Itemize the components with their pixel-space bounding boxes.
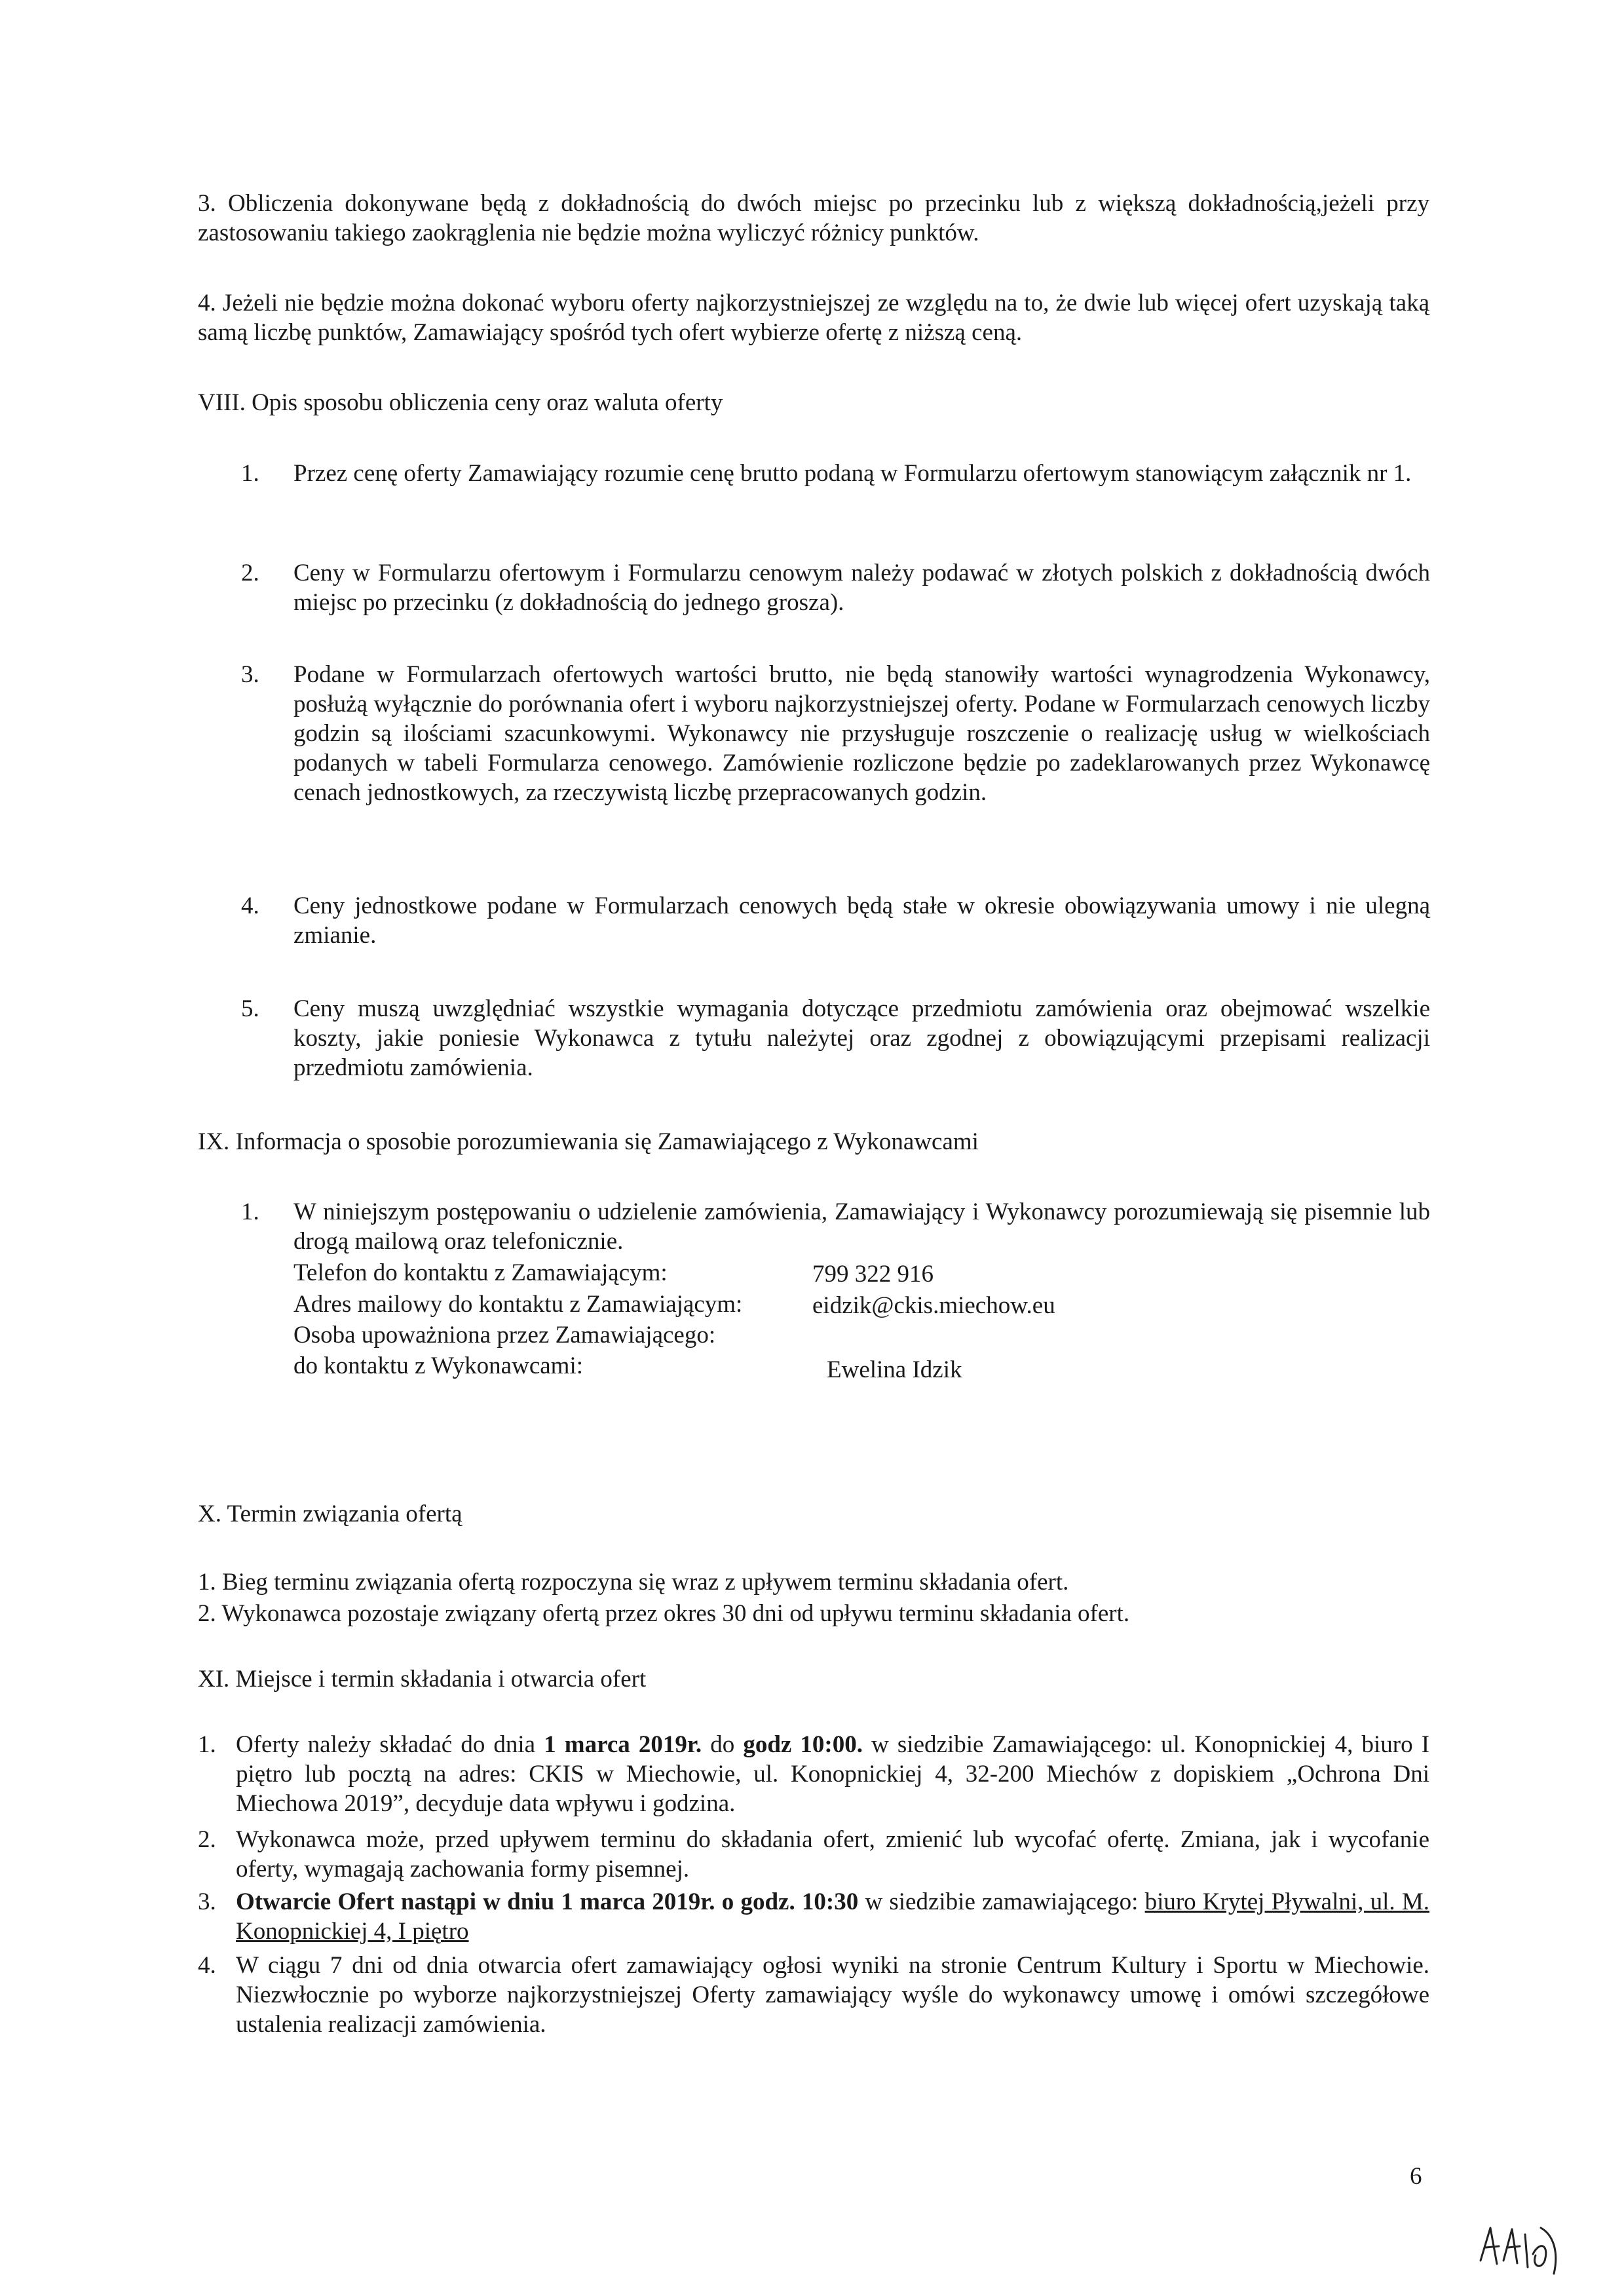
item-text: Jeżeli nie będzie można dokonać wyboru oferty najkorzystniejszej ze względu na to, że dwie lub więcej ofert uzyskają taką samą liczbę punktów, Zamawiający spośród tych ofert wybierze ofertę z niższą ceną. <box>198 290 1429 346</box>
contact-phone-label: Telefon do kontaktu z Zamawiającym: <box>293 1259 668 1286</box>
contact-email-label: Adres mailowy do kontaktu z Zamawiającym: <box>293 1291 743 1318</box>
list-item-10-1: 1. Bieg terminu związania ofertą rozpoczyna się wraz z upływem terminu składania ofert. <box>198 1569 1069 1596</box>
list-item-8-3 <box>241 660 1430 807</box>
item-number: 2. <box>241 560 259 586</box>
item-text <box>236 1887 1429 1946</box>
item-text: Obliczenia dokonywane będą z dokładnością do dwóch miejsc po przecinku lub z większą dokładnością,jeżeli przy zastosowaniu takiego zaokrąglenia nie będzie można wyliczyć różnicy punktów. <box>198 190 1429 246</box>
list-item-8-4 <box>241 891 1430 950</box>
item-text-part: Oferty należy składać do dnia <box>236 1731 536 1758</box>
item-number: 3. <box>198 190 216 217</box>
list-item-11-1 <box>198 1730 1429 1818</box>
item-text: Przez cenę oferty Zamawiający rozumie cenę brutto podaną w Formularzu ofertowym stanowiącym załącznik nr 1. <box>293 460 1412 487</box>
item-number: 1. <box>241 460 259 487</box>
paragraph-7-4 <box>198 288 1429 347</box>
list-item-10-2: 2. Wykonawca pozostaje związany ofertą przez okres 30 dni od upływu terminu składania ofert. <box>198 1600 1130 1627</box>
item-text-part: do <box>710 1731 735 1758</box>
section-heading-9: IX. Informacja o sposobie porozumiewania się Zamawiającego z Wykonawcami <box>198 1128 979 1155</box>
item-text: Ceny muszą uwzględniać wszystkie wymagania dotyczące przedmiotu zamówienia oraz obejmować wszelkie koszty, jakie poniesie Wykonawca z tytułu należytej oraz zgodnej z obowiązującymi przepisami realizacji przedmiotu zamówienia. <box>293 995 1430 1081</box>
item-text <box>236 1730 1429 1818</box>
item-number: 5. <box>241 995 259 1022</box>
contact-phone-value: 799 322 916 <box>812 1261 934 1288</box>
item-number: 3. <box>198 1888 216 1915</box>
section-heading-11: XI. Miejsce i termin składania i otwarcia ofert <box>198 1666 647 1693</box>
item-number: 4. <box>198 1952 216 1979</box>
opening-date: Otwarcie Ofert nastąpi w dniu 1 marca 2019r. o godz. 10:30 <box>236 1888 859 1915</box>
list-item-11-3 <box>198 1887 1429 1946</box>
section-heading-10: X. Termin związania ofertą <box>198 1501 463 1527</box>
item-text: Ceny w Formularzu ofertowym i Formularzu cenowym należy podawać w złotych polskich z dokładnością dwóch miejsc po przecinku (z dokładnością do jednego grosza). <box>293 560 1430 616</box>
item-text: Ceny jednostkowe podane w Formularzach cenowych będą stałe w okresie obowiązywania umowy i nie ulegną zmianie. <box>293 892 1430 949</box>
contact-person-label-2: do kontaktu z Wykonawcami: <box>293 1352 584 1379</box>
contact-person-value: Ewelina Idzik <box>827 1356 962 1383</box>
item-number: 3. <box>241 661 259 688</box>
opening-location: biuro Krytej Pływalni, ul. M. Konopnickiej 4, I piętro <box>236 1888 1429 1945</box>
paragraph-7-3 <box>198 189 1429 248</box>
item-number: 1. <box>241 1198 259 1225</box>
contact-email-value: eidzik@ckis.miechow.eu <box>812 1292 1055 1319</box>
handwritten-initials <box>1467 2215 1566 2280</box>
item-number: 2. <box>198 1826 216 1853</box>
list-item-9-1 <box>241 1197 1430 1256</box>
deadline-date: 1 marca 2019r. <box>544 1731 702 1758</box>
item-number: 4. <box>198 290 216 316</box>
item-text: W niniejszym postępowaniu o udzielenie zamówienia, Zamawiający i Wykonawcy porozumiewają się pisemnie lub drogą mailową oraz telefonicznie. <box>293 1198 1430 1255</box>
item-text: W ciągu 7 dni od dnia otwarcia ofert zamawiający ogłosi wyniki na stronie Centrum Kultury i Sportu w Miechowie. Niezwłocznie po wyborze najkorzystniejszej Oferty zamawiający wyśle do wykonawcy umowę i omówi szczegółowe ustalenia realizacji zamówienia. <box>236 1952 1429 2038</box>
list-item-8-2 <box>241 558 1430 617</box>
item-text: Wykonawca może, przed upływem terminu do składania ofert, zmienić lub wycofać ofertę. Zmiana, jak i wycofanie oferty, wymagają zachowania formy pisemnej. <box>236 1826 1429 1883</box>
list-item-11-2 <box>198 1825 1429 1884</box>
contact-person-label-1: Osoba upoważniona przez Zamawiającego: <box>293 1322 716 1349</box>
item-number: 1. <box>198 1731 216 1758</box>
list-item-11-4 <box>198 1951 1429 2039</box>
item-text-part: w siedzibie zamawiającego: <box>865 1888 1139 1915</box>
page-number: 6 <box>1410 2163 1422 2190</box>
list-item-8-5 <box>241 994 1430 1082</box>
item-text: Podane w Formularzach ofertowych wartości brutto, nie będą stanowiły wartości wynagrodzenia Wykonawcy, posłużą wyłącznie do porównania ofert i wyboru najkorzystniejszej oferty. Podane w Formularzach cenowych liczby godzin są ilościami szacunkowymi. Wykonawcy nie przysługuje roszczenie o realizację usług w wielkościach podanych w tabeli Formularza cenowego. Zamówienie rozliczone będzie po zadeklarowanych przez Wykonawcę cenach jednostkowych, za rzeczywistą liczbę przepracowanych godzin. <box>293 661 1430 806</box>
deadline-time: godz 10:00. <box>743 1731 863 1758</box>
list-item-8-1 <box>241 459 1430 488</box>
item-number: 4. <box>241 892 259 919</box>
section-heading-8: VIII. Opis sposobu obliczenia ceny oraz waluta oferty <box>198 389 723 416</box>
item-text-part: w siedzibie Zamawiającego: ul. Konopnickiej 4, biuro I piętro lub pocztą na adres: CKIS w Miechowie, ul. Konopnickiej 4, 32-200 Miechów z dopiskiem „Ochrona Dni Miechowa 2019”, decyduje data wpływu i godzina. <box>236 1731 1430 1817</box>
